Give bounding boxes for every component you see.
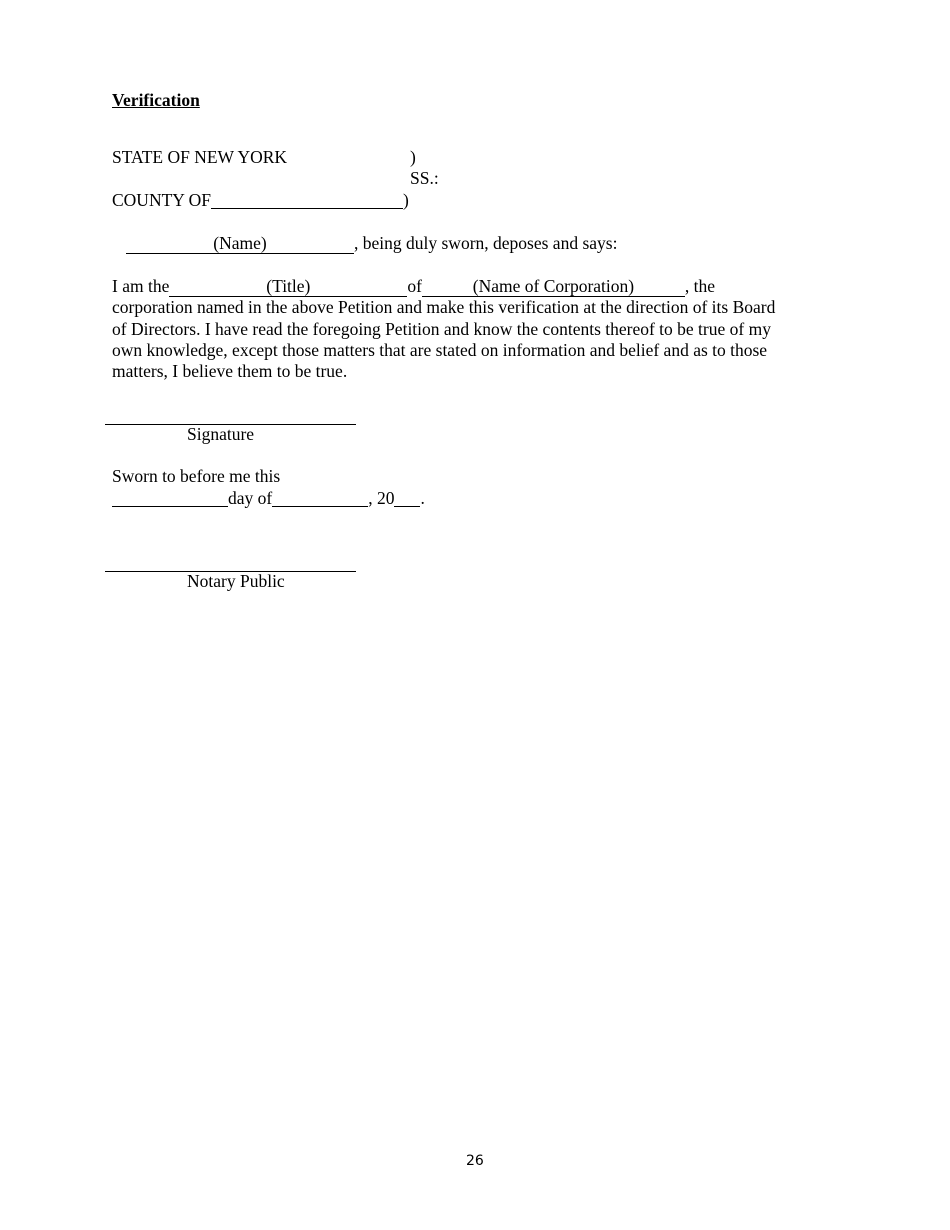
year-blank[interactable] — [394, 489, 420, 508]
title-field[interactable] — [169, 276, 407, 297]
day-of-text: day of — [228, 488, 273, 508]
month-blank[interactable] — [272, 489, 368, 508]
county-label: COUNTY OF — [112, 190, 212, 210]
venue-paren-top: ) — [410, 147, 416, 167]
county-blank[interactable] — [211, 191, 403, 210]
day-blank[interactable] — [112, 489, 228, 508]
sworn-period: . — [420, 488, 425, 508]
section-heading: Verification — [112, 90, 200, 110]
statement-lead: I am the — [112, 276, 170, 296]
deponent-text: , being duly sworn, deposes and says: — [354, 233, 618, 253]
sworn-line-2 — [112, 488, 425, 509]
notary-label: Notary Public — [187, 571, 285, 591]
signature-label: Signature — [187, 424, 255, 444]
state-label: STATE OF NEW YORK — [112, 147, 288, 167]
title-placeholder: (Title) — [266, 276, 311, 296]
statement-body: corporation named in the above Petition and make this verification at the direction of its Board of Directors. I have read the foregoing Petition and know the contents thereof to be true of my own knowledge, except those matters that are stated on information and belief and as to those matters, I believe them to be true. — [112, 297, 776, 382]
name-field[interactable] — [126, 233, 354, 254]
ss-label: SS.: — [410, 168, 439, 188]
page-number: 26 — [466, 1153, 484, 1169]
statement-paragraph — [112, 276, 792, 382]
county-line — [112, 190, 409, 211]
of-word: of — [407, 276, 422, 296]
year-prefix: , 20 — [368, 488, 395, 508]
corporation-placeholder: (Name of Corporation) — [472, 276, 635, 296]
name-placeholder: (Name) — [213, 233, 267, 253]
venue-paren-bottom: ) — [403, 190, 409, 210]
corporation-field[interactable] — [422, 276, 685, 297]
deponent-line — [126, 233, 617, 254]
after-corporation: , the — [684, 276, 716, 296]
sworn-line-1: Sworn to before me this — [112, 466, 281, 486]
